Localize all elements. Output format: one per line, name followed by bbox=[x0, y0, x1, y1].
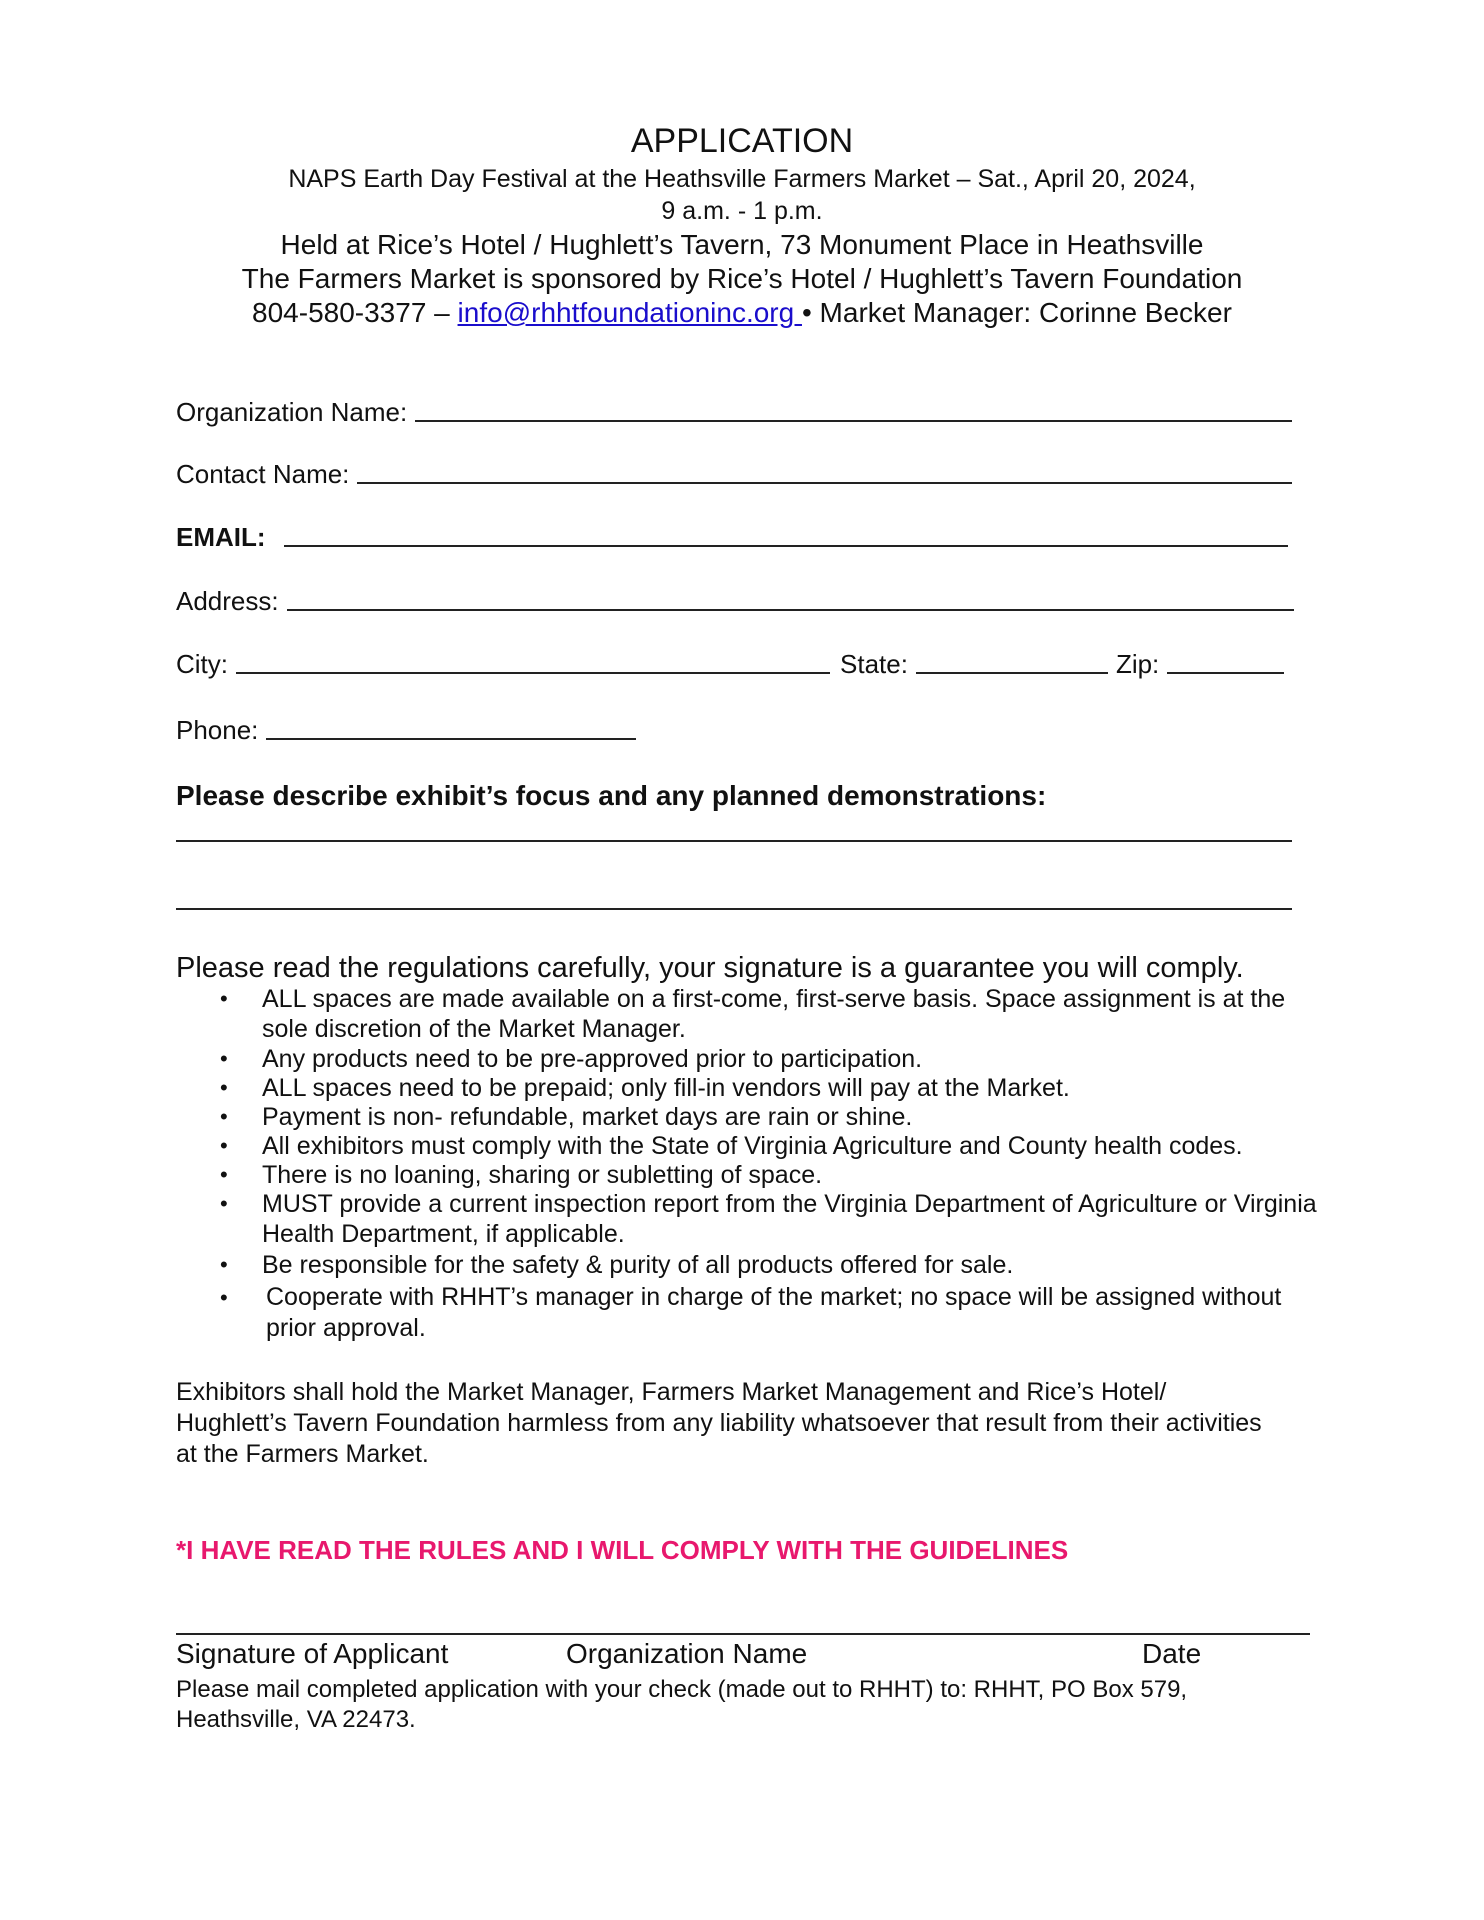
email-link[interactable]: info@rhhtfoundationinc.org bbox=[457, 297, 802, 328]
city-input-line[interactable] bbox=[236, 672, 830, 674]
signature-date-label: Date bbox=[1142, 1638, 1202, 1669]
zip-label: Zip: bbox=[1115, 649, 1160, 679]
zip-input-line[interactable] bbox=[1167, 672, 1284, 674]
city-state-zip-row bbox=[176, 644, 1284, 680]
regulation-item: • There is no loaning, sharing or subletting of space. bbox=[220, 1161, 823, 1189]
bullet-icon: • bbox=[220, 1133, 228, 1158]
regulation-item: • ALL spaces are made available on a first-come, first-serve basis. Space assignment is at the sole discretion of the Market Manager. bbox=[220, 985, 1286, 1043]
organization-label: Organization Name: bbox=[176, 397, 408, 427]
contact-field[interactable] bbox=[176, 454, 1292, 490]
phone-field[interactable] bbox=[176, 710, 636, 746]
bullet-icon: • bbox=[220, 1252, 228, 1277]
bullet-icon: • bbox=[220, 1285, 228, 1310]
bullet-icon: • bbox=[220, 1191, 228, 1216]
exhibit-question: Please describe exhibit’s focus and any planned demonstrations: bbox=[176, 780, 1047, 811]
regulation-item: • MUST provide a current inspection report from the Virginia Department of Agriculture or Virginia Health Department, if applicable. bbox=[220, 1190, 1317, 1248]
email-label: EMAIL: bbox=[176, 522, 266, 552]
regulation-item: • Any products need to be pre-approved prior to participation. bbox=[220, 1045, 923, 1073]
email-field[interactable] bbox=[176, 517, 1288, 553]
email-input-line[interactable] bbox=[284, 545, 1288, 547]
phone-number: 804-580-3377 – bbox=[252, 297, 450, 328]
regulation-item: • Cooperate with RHHT’s manager in charge of the market; no space will be assigned without prior approval. bbox=[220, 1283, 1282, 1342]
location-line: Held at Rice’s Hotel / Hughlett’s Tavern, 73 Monument Place in Heathsville bbox=[280, 229, 1204, 260]
bullet-icon: • bbox=[220, 986, 228, 1011]
contact-label: Contact Name: bbox=[176, 459, 350, 489]
sponsor-line: The Farmers Market is sponsored by Rice’s Hotel / Hughlett’s Tavern Foundation bbox=[241, 263, 1243, 294]
address-input-line[interactable] bbox=[287, 609, 1294, 611]
phone-label: Phone: bbox=[176, 715, 259, 745]
address-field[interactable] bbox=[176, 581, 1294, 617]
regulations-intro: Please read the regulations carefully, your signature is a guarantee you will comply. bbox=[176, 952, 1244, 984]
page-title: APPLICATION bbox=[630, 122, 854, 160]
bullet-icon: • bbox=[220, 1046, 228, 1071]
event-line: NAPS Earth Day Festival at the Heathsville Farmers Market – Sat., April 20, 2024, bbox=[288, 165, 1196, 193]
liability-statement: Exhibitors shall hold the Market Manager, Farmers Market Management and Rice’s Hotel/ Hughlett’s Tavern Foundation harmless from any liability whatsoever that result from their activities at the Farmers Market. bbox=[176, 1378, 1262, 1468]
address-label: Address: bbox=[176, 586, 279, 616]
state-input-line[interactable] bbox=[916, 672, 1108, 674]
city-label: City: bbox=[176, 649, 228, 679]
organization-field[interactable] bbox=[176, 392, 1292, 428]
signature-applicant-label: Signature of Applicant bbox=[176, 1638, 449, 1669]
contact-line bbox=[0, 297, 1484, 329]
regulation-item: • All exhibitors must comply with the State of Virginia Agriculture and County health codes. bbox=[220, 1132, 1243, 1160]
phone-input-line[interactable] bbox=[266, 738, 636, 740]
signature-line[interactable] bbox=[176, 1633, 1310, 1635]
organization-input-line[interactable] bbox=[415, 420, 1292, 422]
bullet-icon: • bbox=[220, 1104, 228, 1129]
market-manager: • Market Manager: Corinne Becker bbox=[801, 297, 1232, 328]
mail-instructions: Please mail completed application with your check (made out to RHHT) to: RHHT, PO Box 579, Heathsville, VA 22473. bbox=[176, 1676, 1188, 1733]
time-line: 9 a.m. - 1 p.m. bbox=[661, 197, 823, 225]
regulation-item: • Payment is non- refundable, market days are rain or shine. bbox=[220, 1103, 913, 1131]
signature-organization-label: Organization Name bbox=[566, 1638, 808, 1669]
regulation-item: • ALL spaces need to be prepaid; only fill-in vendors will pay at the Market. bbox=[220, 1074, 1070, 1102]
exhibit-answer-line-2[interactable] bbox=[176, 908, 1292, 910]
bullet-icon: • bbox=[220, 1162, 228, 1187]
state-label: State: bbox=[840, 649, 908, 679]
agreement-statement: *I HAVE READ THE RULES AND I WILL COMPLY WITH THE GUIDELINES bbox=[176, 1535, 1069, 1565]
contact-input-line[interactable] bbox=[357, 482, 1292, 484]
regulation-item: • Be responsible for the safety & purity of all products offered for sale. bbox=[220, 1251, 1014, 1279]
bullet-icon: • bbox=[220, 1075, 228, 1100]
exhibit-answer-line-1[interactable] bbox=[176, 840, 1292, 842]
